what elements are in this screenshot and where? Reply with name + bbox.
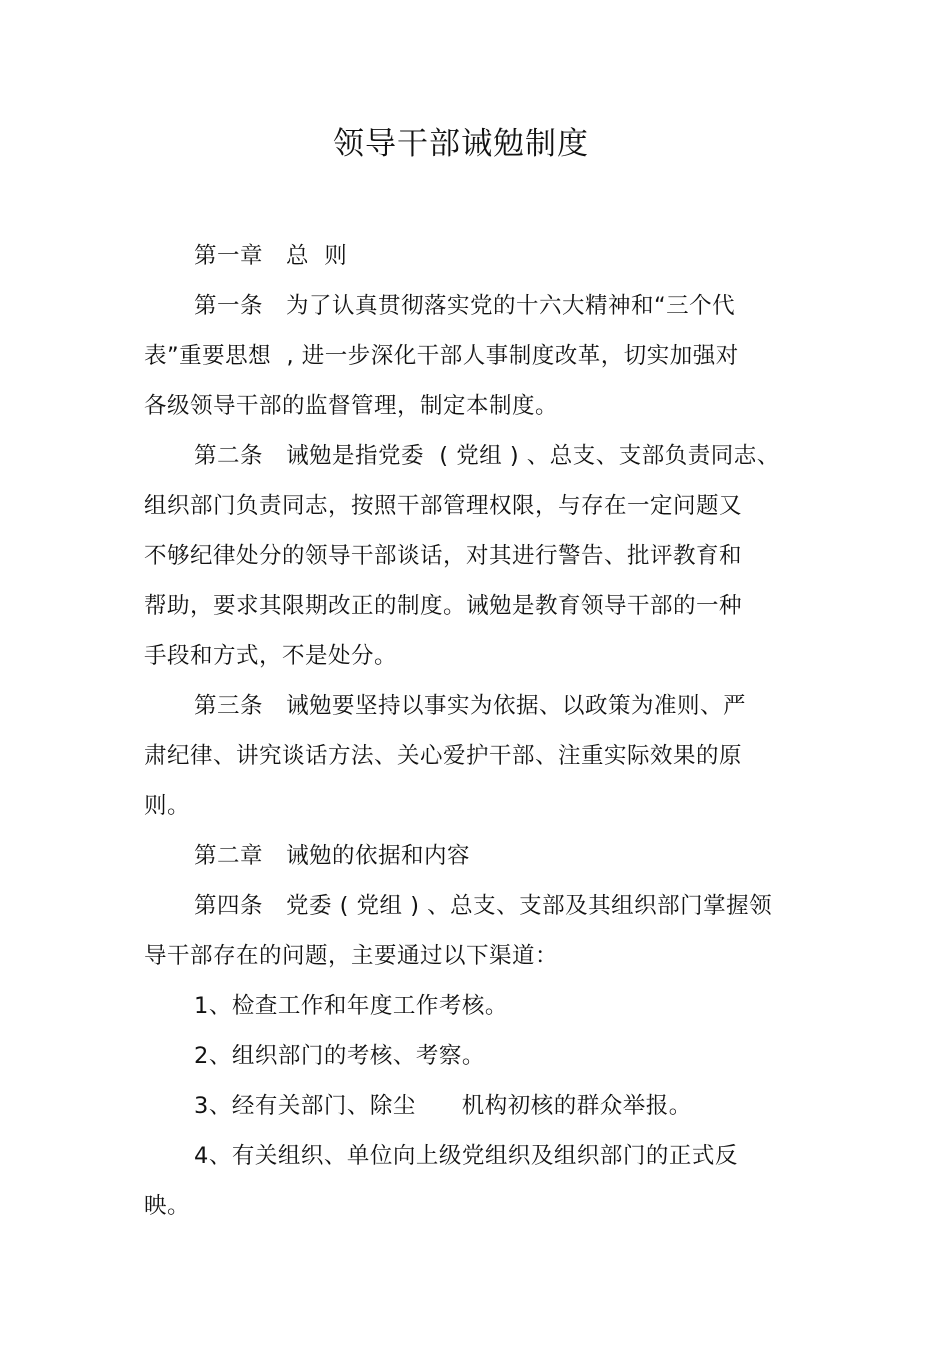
article-2-line-1: 第二条 诫勉是指党委 ( 党组 ) 、总支、支部负责同志、 (194, 443, 780, 469)
article-3-line-1: 第三条 诫勉要坚持以事实为依据、以政策为准则、严 (194, 693, 746, 719)
list-item-4-line-2: 映。 (144, 1193, 191, 1219)
chapter-heading-2: 第二章 诫勉的依据和内容 (194, 843, 470, 869)
article-2-line-5: 手段和方式，不是处分。 (144, 643, 398, 669)
list-item-1: 1、检查工作和年度工作考核。 (194, 993, 508, 1019)
chapter-heading-1: 第一章 总 则 (194, 243, 348, 269)
article-4-line-2: 导干部存在的问题，主要通过以下渠道： (144, 943, 559, 969)
list-item-4-line-1: 4、有关组织、单位向上级党组织及组织部门的正式反 (194, 1143, 738, 1169)
article-2-line-3: 不够纪律处分的领导干部谈话，对其进行警告、批评教育和 (144, 543, 743, 569)
article-2-line-4: 帮助，要求其限期改正的制度。诫勉是教育领导干部的一种 (144, 593, 743, 619)
article-3-line-2: 肃纪律、讲究谈话方法、关心爱护干部、注重实际效果的原 (144, 743, 743, 769)
article-1-line-3: 各级领导干部的监督管理，制定本制度。 (144, 393, 559, 419)
article-1-line-2: 表”重要思想 , 进一步深化干部人事制度改革，切实加强对 (144, 343, 739, 369)
list-item-2: 2、组织部门的考核、考察。 (194, 1043, 485, 1069)
list-item-3: 3、经有关部门、除尘 机构初核的群众举报。 (194, 1093, 692, 1119)
article-4-line-1: 第四条 党委 ( 党组 ) 、总支、支部及其组织部门掌握领 (194, 893, 773, 919)
article-1-line-1: 第一条 为了认真贯彻落实党的十六大精神和“三个代 (194, 293, 736, 319)
document-title: 领导干部诫勉制度 (333, 126, 589, 162)
article-3-line-3: 则。 (144, 793, 191, 819)
article-2-line-2: 组织部门负责同志，按照干部管理权限，与存在一定问题又 (144, 493, 743, 519)
